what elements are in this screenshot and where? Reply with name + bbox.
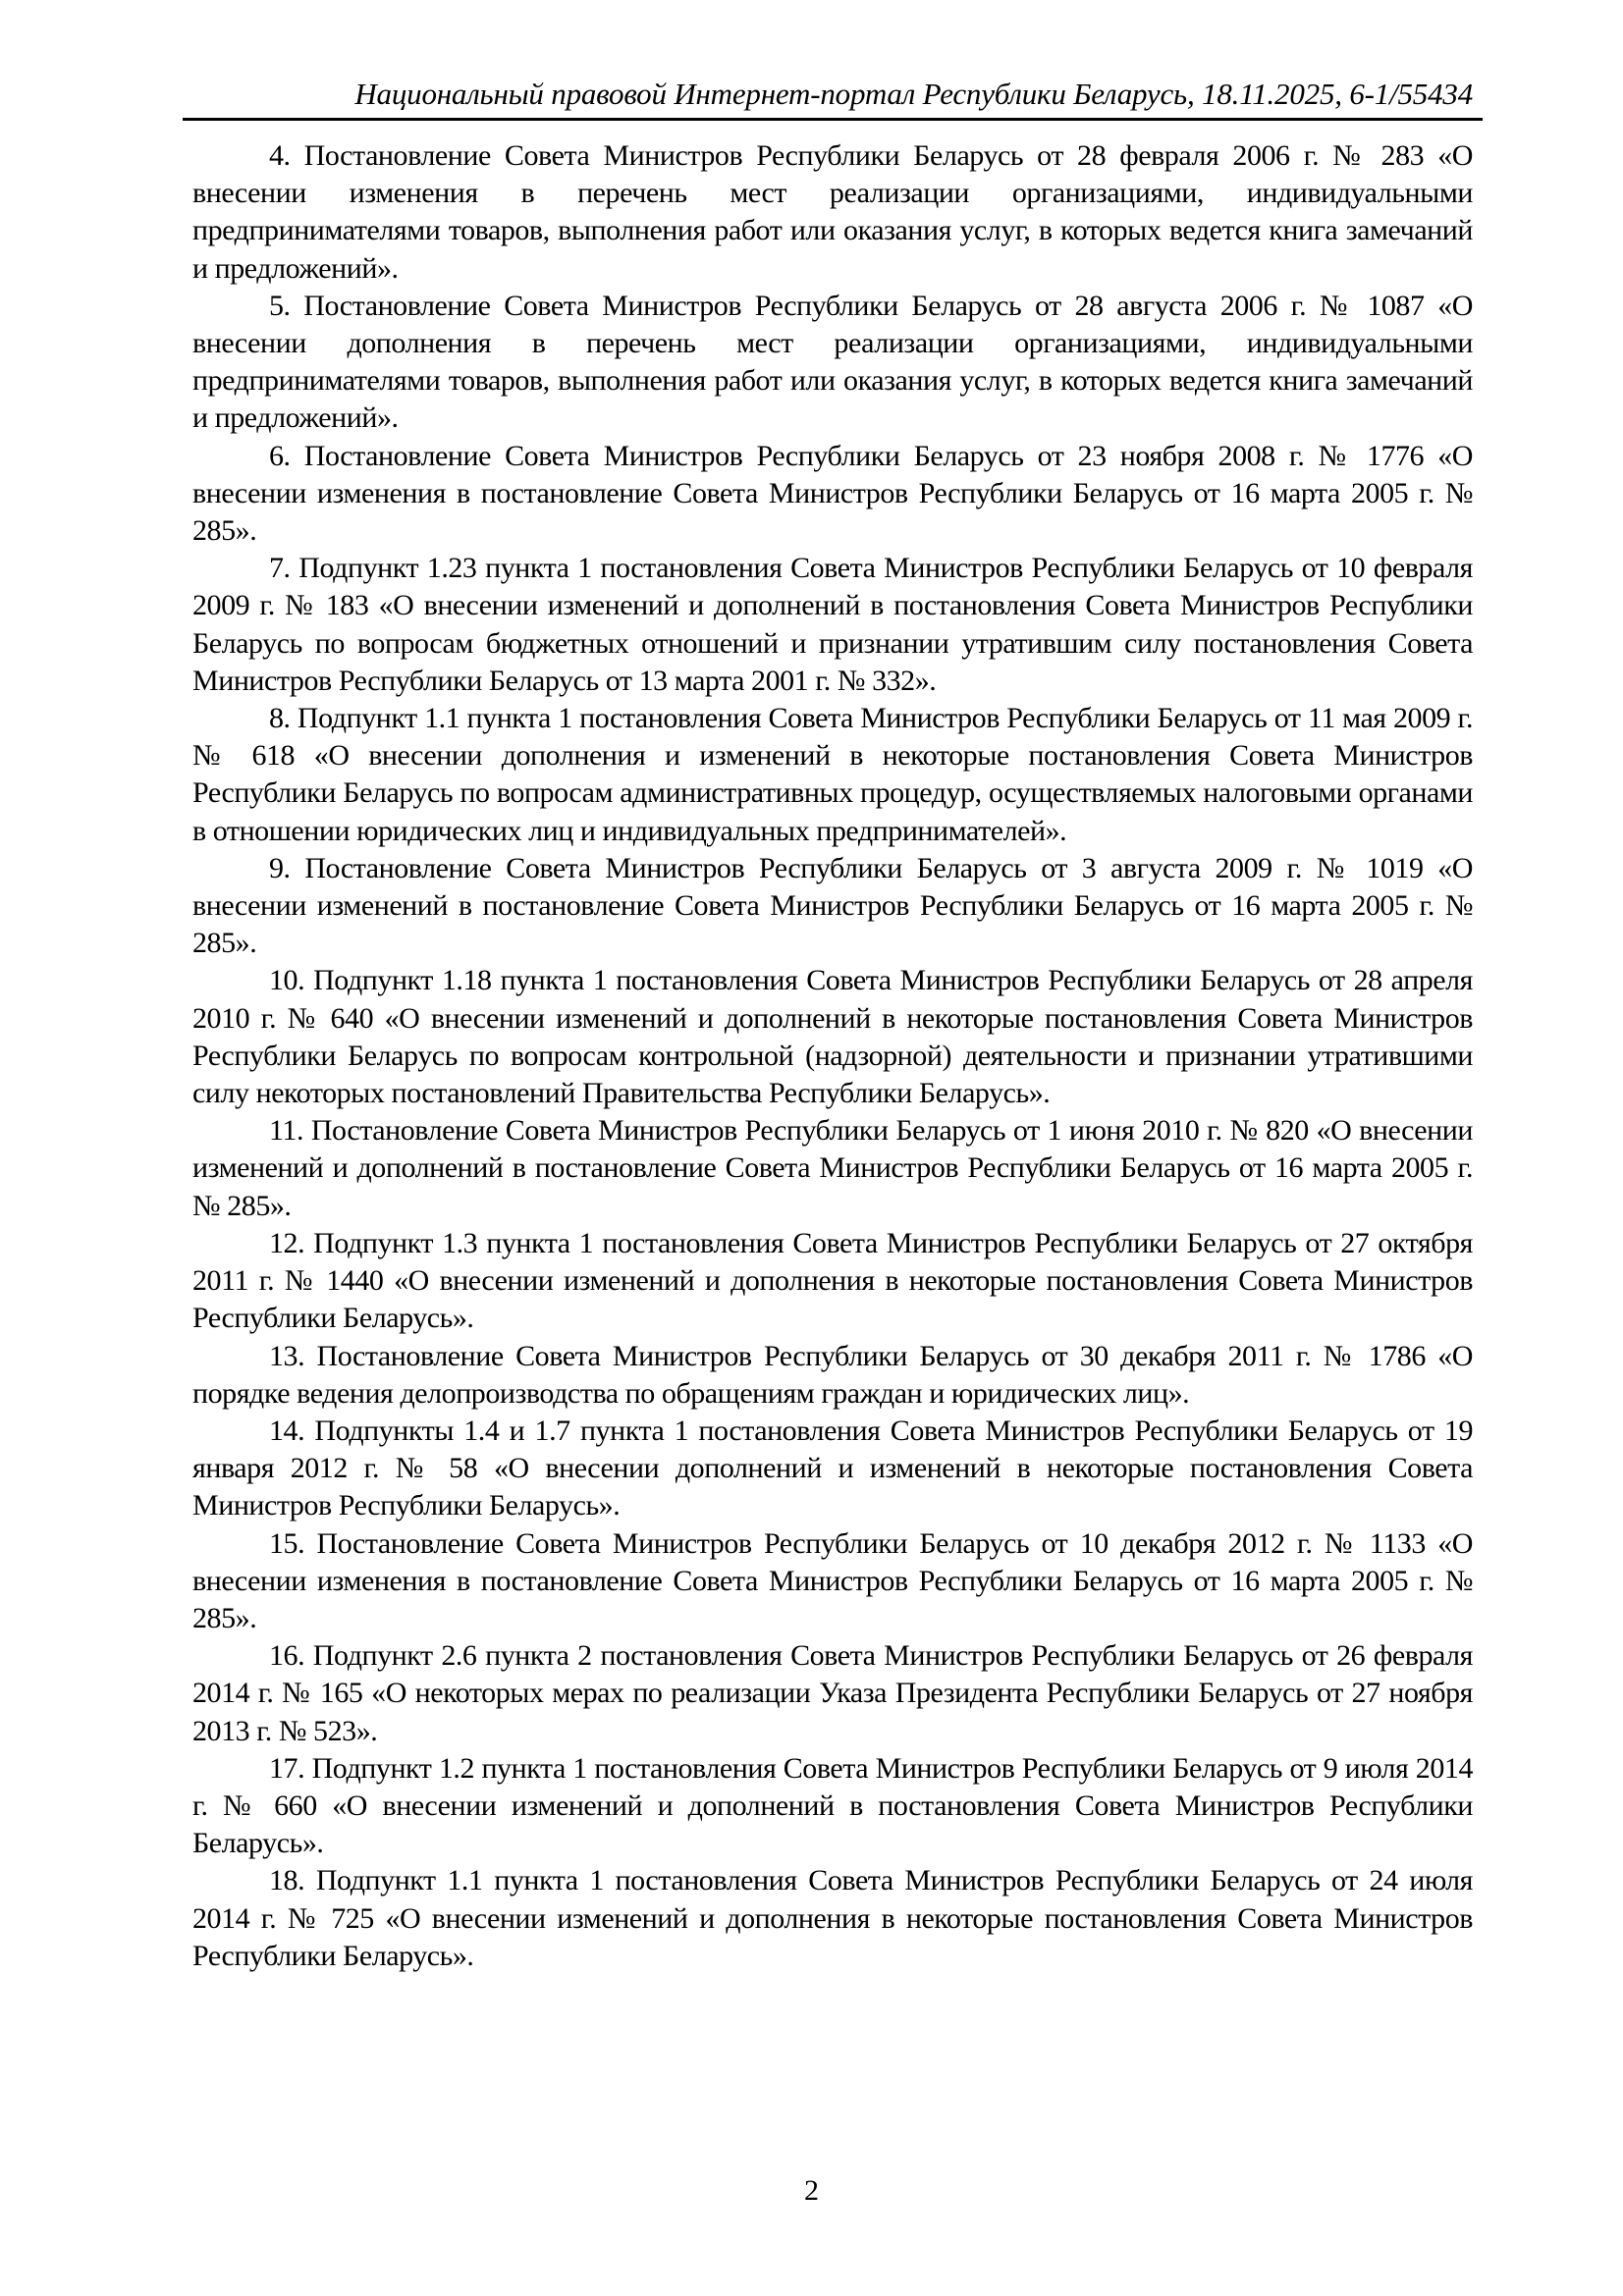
list-item-10: 10. Подпункт 1.18 пункта 1 постановления Совета Министров Республики Беларусь от 28 апреля 2010 г. № 640 «О внесении изменений и дополнений в некоторые постановления Совета Министров Республики Беларусь по вопросам контрольной (надзорной) деятельности и признании утратившими силу некоторых постановлений Правительства Республики Беларусь».: [192, 964, 1473, 1110]
list-item-16: 16. Подпункт 2.6 пункта 2 постановления Совета Министров Республики Беларусь от 26 февраля 2014 г. № 165 «О некоторых мерах по реализации Указа Президента Республики Беларусь от 27 ноября 2013 г. № 523».: [192, 1639, 1473, 1747]
list-item-7: 7. Подпункт 1.23 пункта 1 постановления Совета Министров Республики Беларусь от 10 февраля 2009 г. № 183 «О внесении изменений и дополнений в постановления Совета Министров Республики Беларусь по вопросам бюджетных отношений и признании утратившим силу постановления Совета Министров Республики Беларусь от 13 марта 2001 г. № 332».: [192, 552, 1473, 697]
list-item-11: 11. Постановление Совета Министров Республики Беларусь от 1 июня 2010 г. № 820 «О внесении изменений и дополнений в постановление Совета Министров Республики Беларусь от 16 марта 2005 г. № 285».: [192, 1114, 1473, 1222]
portal-header: Национальный правовой Интернет-портал Республики Беларусь, 18.11.2025, 6-1/55434: [354, 77, 1473, 111]
list-item-18: 18. Подпункт 1.1 пункта 1 постановления Совета Министров Республики Беларусь от 24 июля 2014 г. № 725 «О внесении изменений и дополнения в некоторые постановления Совета Министров Республики Беларусь».: [192, 1864, 1473, 1972]
list-item-15: 15. Постановление Совета Министров Республики Беларусь от 10 декабря 2012 г. № 1133 «О внесении изменения в постановление Совета Министров Республики Беларусь от 16 марта 2005 г. № 285».: [192, 1526, 1473, 1634]
list-item-8: 8. Подпункт 1.1 пункта 1 постановления Совета Министров Республики Беларусь от 11 мая 2009 г. № 618 «О внесении дополнения и изменений в некоторые постановления Совета Министров Республики Беларусь по вопросам административных процедур, осуществляемых налоговыми органами в отношении юридических лиц и индивидуальных предпринимателей».: [192, 702, 1473, 847]
header-divider: [183, 118, 1483, 121]
list-item-5: 5. Постановление Совета Министров Республики Беларусь от 28 августа 2006 г. № 1087 «О внесении дополнения в перечень мест реализации организациями, индивидуальными предпринимателями товаров, выполнения работ или оказания услуг, в которых ведется книга замечаний и предложений».: [192, 289, 1473, 435]
document-body: [192, 137, 1473, 1975]
list-item-4: 4. Постановление Совета Министров Республики Беларусь от 28 февраля 2006 г. № 283 «О внесении изменения в перечень мест реализации организациями, индивидуальными предпринимателями товаров, выполнения работ или оказания услуг, в которых ведется книга замечаний и предложений».: [192, 139, 1473, 285]
list-item-6: 6. Постановление Совета Министров Республики Беларусь от 23 ноября 2008 г. № 1776 «О внесении изменения в постановление Совета Министров Республики Беларусь от 16 марта 2005 г. № 285».: [192, 439, 1473, 548]
list-item-9: 9. Постановление Совета Министров Республики Беларусь от 3 августа 2009 г. № 1019 «О внесении изменений в постановление Совета Министров Республики Беларусь от 16 марта 2005 г. № 285».: [192, 851, 1473, 960]
list-item-17: 17. Подпункт 1.2 пункта 1 постановления Совета Министров Республики Беларусь от 9 июля 2014 г. № 660 «О внесении изменений и дополнений в постановления Совета Министров Республики Беларусь».: [192, 1751, 1473, 1860]
list-item-13: 13. Постановление Совета Министров Республики Беларусь от 30 декабря 2011 г. № 1786 «О порядке ведения делопроизводства по обращениям граждан и юридических лиц».: [192, 1339, 1473, 1410]
page-number: 2: [804, 2174, 819, 2207]
list-item-12: 12. Подпункт 1.3 пункта 1 постановления Совета Министров Республики Беларусь от 27 октября 2011 г. № 1440 «О внесении изменений и дополнения в некоторые постановления Совета Министров Республики Беларусь».: [192, 1226, 1473, 1335]
list-item-14: 14. Подпункты 1.4 и 1.7 пункта 1 постановления Совета Министров Республики Беларусь от 19 января 2012 г. № 58 «О внесении дополнений и изменений в некоторые постановления Совета Министров Республики Беларусь».: [192, 1414, 1473, 1522]
